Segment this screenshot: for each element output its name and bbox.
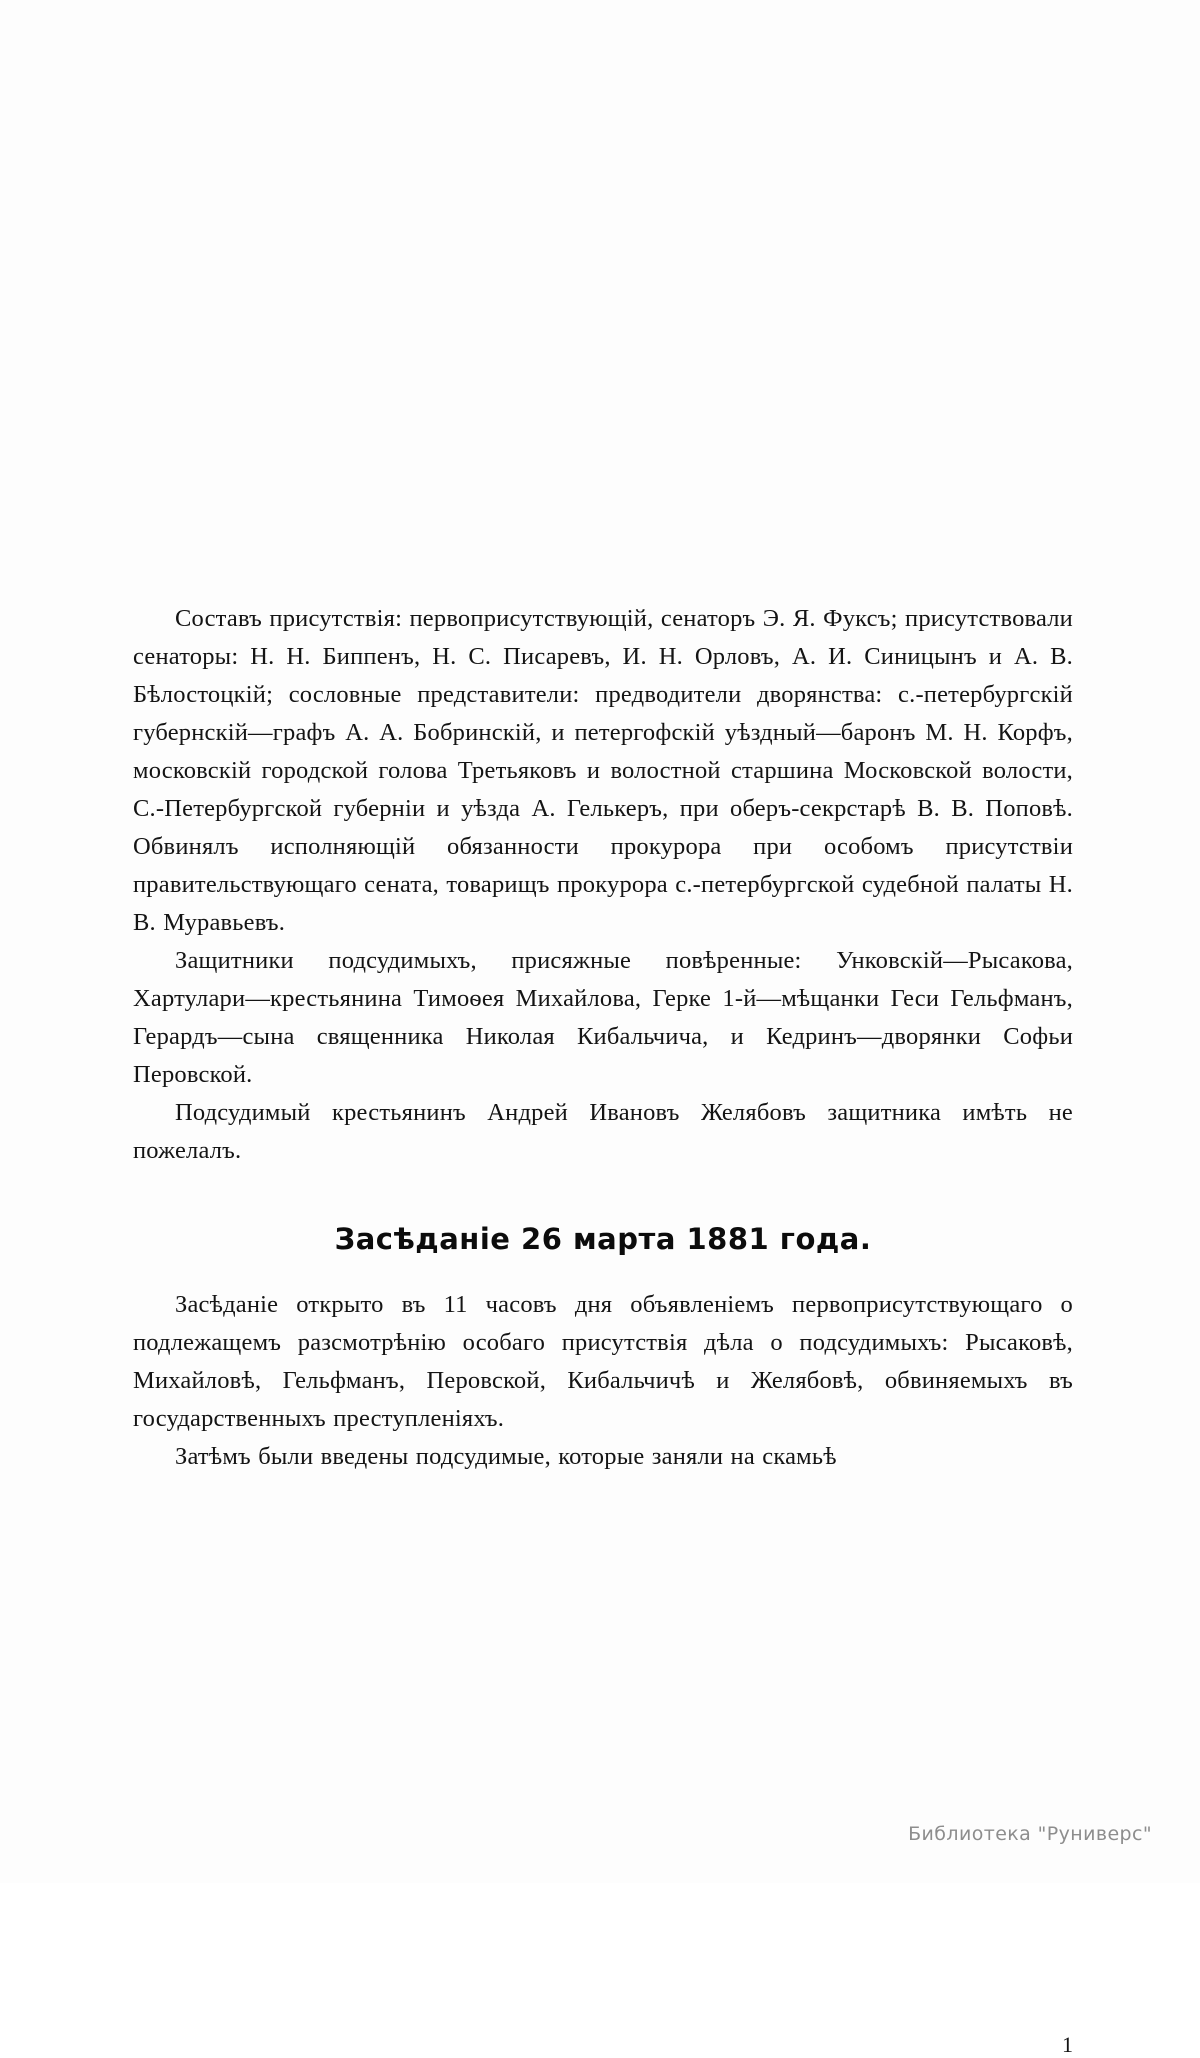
paragraph-defendants-brought-in: Затѣмъ были введены подсудимые, которые заняли на скамьѣ <box>175 1443 837 1470</box>
paragraph-defence-counsel: Защитники подсудимыхъ, присяжные повѣренные: Унковскій—Рысакова, Хартулари—крестьянина Тимоѳея Михайлова, Герке 1-й—мѣщанки Геси Гельфманъ, Герардъ—сына священника Николая Кибальчича, и Кедринъ—дворянки Софьи Перовской. <box>133 947 1073 1088</box>
page-number: 1 <box>1062 2032 1073 2057</box>
section-heading: Засѣданіе 26 марта 1881 года. <box>334 1222 872 1256</box>
paragraph-zhelyabov-no-counsel: Подсудимый крестьянинъ Андрей Ивановъ Желябовъ защитника имѣть не пожелалъ. <box>133 1099 1073 1164</box>
paragraph-composition-of-court: Составъ присутствія: первоприсутствующій, сенаторъ Э. Я. Фуксъ; присутствовали сенаторы: Н. Н. Биппенъ, Н. С. Писаревъ, И. Н. Орловъ, А. И. Синицынъ и А. В. Бѣлостоцкій; сословные представители: предводители дворянства: с.-петербургскій губернскій—графъ А. А. Бобринскій, и петергофскій уѣздный—баронъ М. Н. Корфъ, московскій городской голова Третьяковъ и волостной старшина Московской волости, С.-Петербургской губерніи и уѣзда А. Гелькеръ, при оберъ-секрстарѣ В. В. Поповѣ. Обвинялъ исполняющій обязанности прокурора при особомъ присутствіи правительствующаго сената, товарищъ прокурора с.-петербургской судебной палаты Н. В. Муравьевъ. <box>133 605 1073 936</box>
paragraph-session-opened: Засѣданіе открыто въ 11 часовъ дня объявленіемъ первоприсутствующаго о подлежащемъ разсмотрѣнію особаго присутствія дѣла о подсудимыхъ: Рысаковѣ, Михайловѣ, Гельфманъ, Перовской, Кибальчичѣ и Желябовѣ, обвиняемыхъ въ государственныхъ преступленіяхъ. <box>133 1291 1073 1432</box>
library-watermark: Библиотека "Руниверс" <box>908 1823 1152 1845</box>
